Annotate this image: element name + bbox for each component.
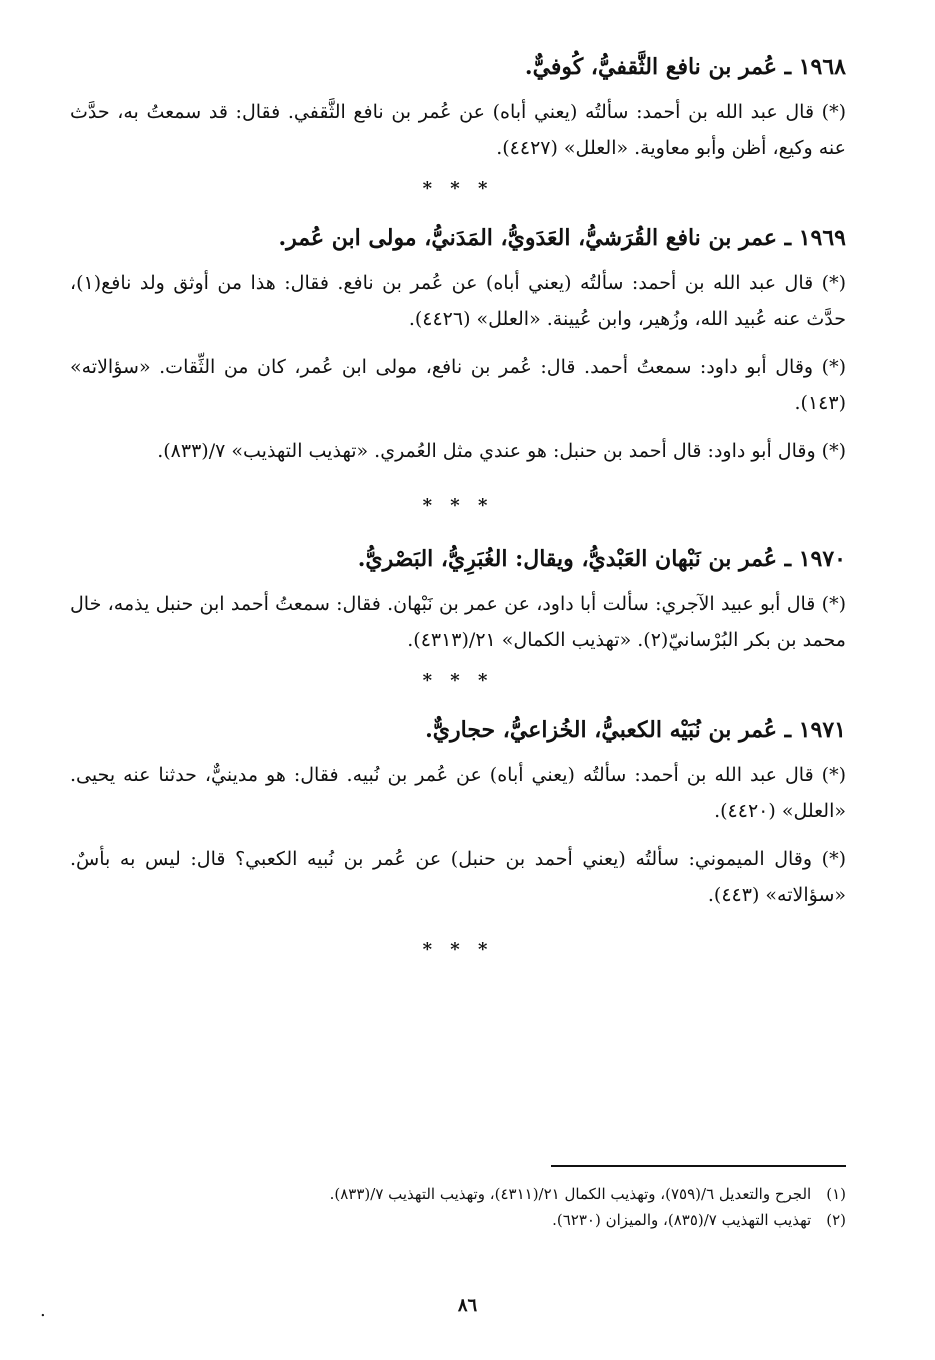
footnote bbox=[70, 1181, 846, 1207]
footnote-rule bbox=[551, 1165, 846, 1167]
entry-title: ١٩٧١ ـ عُمر بن نُبَيْه الكعبيُّ، الخُزاعيُّ، حجاريٌّ. bbox=[425, 717, 846, 743]
entry-paragraph: (*) وقال أبو داود: سمعتُ أحمد. قال: عُمر بن نافع، مولى ابن عُمر، كان من الثِّقات. «سؤالاته» (١٤٣). bbox=[70, 356, 846, 414]
footnote-number: (١) bbox=[826, 1185, 846, 1203]
section-separator: * * * bbox=[422, 939, 494, 960]
page-number: ٨٦ bbox=[457, 1295, 478, 1316]
entry-paragraph: (*) قال أبو عبيد الآجري: سألت أبا داود، عن عمر بن نَبْهان. فقال: سمعتُ أحمد ابن حنبل يذمه، خال محمد بن بكر البُرْسانيّ(٢). «تهذيب الكمال» ٢١/(٤٣١٣). bbox=[70, 593, 846, 651]
section-separator: * * * bbox=[422, 495, 494, 516]
footnote-text: تهذيب التهذيب ٧/(٨٣٥)، والميزان (٦٢٣٠). bbox=[552, 1211, 812, 1229]
entry-paragraph: (*) وقال الميموني: سألتُه (يعني أحمد بن حنبل) عن عُمر بن نُبيه الكعبي؟ قال: ليس به بأسٌ. «سؤالاته» (٤٤٣). bbox=[70, 848, 846, 906]
entry-1968 bbox=[70, 50, 846, 166]
entry-paragraph: (*) وقال أبو داود: قال أحمد بن حنبل: هو عندي مثل العُمري. «تهذيب التهذيب» ٧/(٨٣٣). bbox=[157, 440, 846, 462]
section-separator: * * * bbox=[422, 178, 494, 199]
entry-1971 bbox=[70, 713, 846, 913]
footnotes bbox=[70, 1165, 846, 1233]
entry-paragraph: (*) قال عبد الله بن أحمد: سألتُه (يعني أباه) عن عُمر بن نُبيه. فقال: هو مدينيٌّ، حدثنا عنه يحيى. «العلل» (٤٤٢٠). bbox=[70, 764, 846, 822]
footnote-number: (٢) bbox=[826, 1211, 846, 1229]
entry-1970 bbox=[70, 542, 846, 658]
entry-1969 bbox=[70, 221, 846, 469]
entry-title: ١٩٧٠ ـ عُمر بن نَبْهان العَبْديُّ، ويقال: الغُبَرِيُّ، البَصْريُّ. bbox=[357, 546, 846, 572]
entry-paragraph: (*) قال عبد الله بن أحمد: سألتُه (يعني أباه) عن عُمر بن نافع. فقال: هذا من أوثق ولد نافع(١)، حدَّث عنه عُبيد الله، وزُهير، وابن عُيينة. «العلل» (٤٤٢٦). bbox=[70, 272, 846, 330]
footnote bbox=[70, 1207, 846, 1233]
entry-paragraph: (*) قال عبد الله بن أحمد: سألتُه (يعني أباه) عن عُمر بن نافع الثَّقفي. فقال: قد سمعتُ به، حدَّث عنه وكيع، أظن وأبو معاوية. «العلل» (٤٤٢٧). bbox=[70, 101, 846, 159]
section-separator: * * * bbox=[422, 670, 494, 691]
stray-mark: . bbox=[40, 1300, 46, 1321]
entry-title: ١٩٦٩ ـ عمر بن نافع القُرَشيُّ، العَدَويُّ، المَدَنيُّ، مولى ابن عُمر. bbox=[278, 225, 846, 251]
footnote-text: الجرح والتعديل ٦/(٧٥٩)، وتهذيب الكمال ٢١/(٤٣١١)، وتهذيب التهذيب ٧/(٨٣٣). bbox=[329, 1185, 812, 1203]
entry-title: ١٩٦٨ ـ عُمر بن نافع الثَّقفيُّ، كُوفيٌّ. bbox=[524, 54, 846, 80]
main-text bbox=[70, 50, 846, 986]
